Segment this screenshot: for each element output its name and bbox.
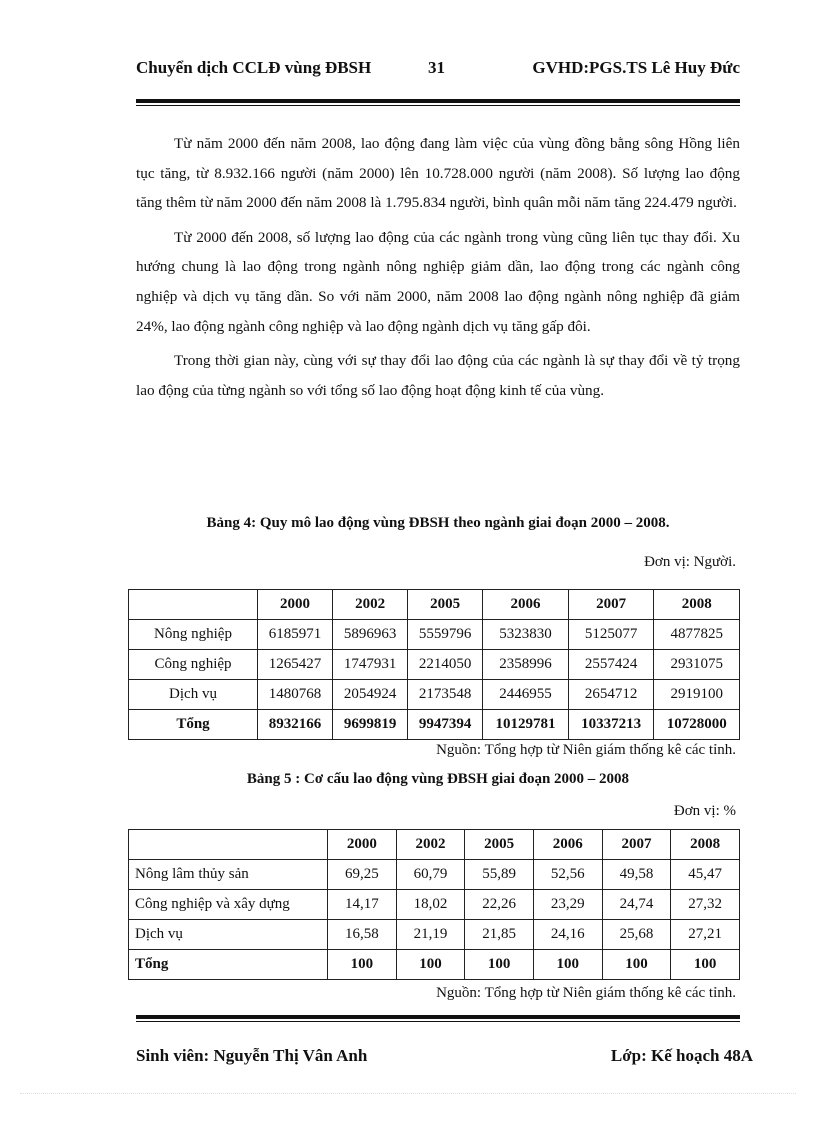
cell: 24,74 xyxy=(602,890,671,920)
table4-unit: Đơn vị: Người. xyxy=(644,554,736,570)
header-cell: 2000 xyxy=(328,830,397,860)
cell: 100 xyxy=(396,950,465,980)
cell: 1480768 xyxy=(258,680,333,710)
table5-source: Nguồn: Tổng hợp từ Niên giám thống kê các tỉnh. xyxy=(436,985,736,1001)
cell: 27,21 xyxy=(671,920,740,950)
body-text xyxy=(136,129,740,410)
footer-student: Sinh viên: Nguyễn Thị Vân Anh xyxy=(136,1046,368,1065)
cell: 25,68 xyxy=(602,920,671,950)
page-number: 31 xyxy=(428,58,445,77)
cell: 100 xyxy=(671,950,740,980)
footer-rule xyxy=(136,1015,740,1022)
header-cell: 2008 xyxy=(654,590,740,620)
row-label: Dịch vụ xyxy=(129,920,328,950)
cell: 69,25 xyxy=(328,860,397,890)
table5-unit: Đơn vị: % xyxy=(673,803,736,819)
cell: 60,79 xyxy=(396,860,465,890)
table-total-row xyxy=(129,950,740,980)
cell: 4877825 xyxy=(654,620,740,650)
cell: 2919100 xyxy=(654,680,740,710)
cell: 1265427 xyxy=(258,650,333,680)
cell: 100 xyxy=(328,950,397,980)
table-row xyxy=(129,680,740,710)
cell: 55,89 xyxy=(465,860,534,890)
cell: 2557424 xyxy=(568,650,654,680)
header-cell xyxy=(129,590,258,620)
cell: 2931075 xyxy=(654,650,740,680)
header-cell: 2007 xyxy=(602,830,671,860)
row-label: Tổng xyxy=(129,950,328,980)
cell: 2054924 xyxy=(333,680,408,710)
table-row xyxy=(129,890,740,920)
cell: 5125077 xyxy=(568,620,654,650)
cell: 10129781 xyxy=(483,710,569,740)
cell: 9699819 xyxy=(333,710,408,740)
cell: 2358996 xyxy=(483,650,569,680)
cell: 23,29 xyxy=(533,890,602,920)
cell: 2173548 xyxy=(408,680,483,710)
cell: 18,02 xyxy=(396,890,465,920)
table4-source: Nguồn: Tổng hợp từ Niên giám thống kê các tỉnh. xyxy=(436,742,736,758)
footer-class: Lớp: Kế hoạch 48A xyxy=(610,1046,753,1065)
cell: 27,32 xyxy=(671,890,740,920)
header-cell: 2006 xyxy=(483,590,569,620)
cell: 52,56 xyxy=(533,860,602,890)
header-cell: 2007 xyxy=(568,590,654,620)
row-label: Công nghiệp và xây dựng xyxy=(129,890,328,920)
cell: 100 xyxy=(533,950,602,980)
page-header xyxy=(136,58,740,82)
row-label: Tổng xyxy=(129,710,258,740)
header-cell: 2008 xyxy=(671,830,740,860)
cell: 8932166 xyxy=(258,710,333,740)
cell: 21,19 xyxy=(396,920,465,950)
cell: 2214050 xyxy=(408,650,483,680)
table-row xyxy=(129,650,740,680)
row-label: Nông nghiệp xyxy=(129,620,258,650)
cell: 21,85 xyxy=(465,920,534,950)
cell: 1747931 xyxy=(333,650,408,680)
row-label: Dịch vụ xyxy=(129,680,258,710)
cell: 22,26 xyxy=(465,890,534,920)
header-cell: 2006 xyxy=(533,830,602,860)
header-title: Chuyển dịch CCLĐ vùng ĐBSH xyxy=(136,58,372,77)
cell: 2654712 xyxy=(568,680,654,710)
cell: 5323830 xyxy=(483,620,569,650)
table4 xyxy=(128,589,740,740)
row-label: Công nghiệp xyxy=(129,650,258,680)
table5-caption: Bảng 5 : Cơ cấu lao động vùng ĐBSH giai đoạn 2000 – 2008 xyxy=(246,771,630,787)
cell: 100 xyxy=(465,950,534,980)
cell: 10728000 xyxy=(654,710,740,740)
header-cell: 2000 xyxy=(258,590,333,620)
cell: 24,16 xyxy=(533,920,602,950)
cell: 16,58 xyxy=(328,920,397,950)
table-header-row xyxy=(129,830,740,860)
cell: 100 xyxy=(602,950,671,980)
header-cell xyxy=(129,830,328,860)
cell: 9947394 xyxy=(408,710,483,740)
cell: 14,17 xyxy=(328,890,397,920)
cell: 45,47 xyxy=(671,860,740,890)
table-row xyxy=(129,620,740,650)
table-row xyxy=(129,920,740,950)
table-header-row xyxy=(129,590,740,620)
table-total-row xyxy=(129,710,740,740)
cell: 10337213 xyxy=(568,710,654,740)
header-cell: 2002 xyxy=(396,830,465,860)
page-edge-divider xyxy=(20,1093,796,1094)
header-rule xyxy=(136,99,740,106)
cell: 49,58 xyxy=(602,860,671,890)
cell: 6185971 xyxy=(258,620,333,650)
table5 xyxy=(128,829,740,980)
paragraph: Trong thời gian này, cùng với sự thay đổi lao động của các ngành là sự thay đổi về tỷ trọng lao động của từng ngành so với tổng số lao động hoạt động kinh tế của vùng. xyxy=(136,352,740,399)
cell: 2446955 xyxy=(483,680,569,710)
paragraph: Từ 2000 đến 2008, số lượng lao động của các ngành trong vùng cũng liên tục thay đổi. Xu hướng chung là lao động trong ngành nông nghiệp giảm dần, lao động trong các ngành công nghiệp và dịch vụ tăng dần. So với năm 2000, năm 2008 lao động ngành nông nghiệp đã giảm 24%, lao động ngành công nghiệp và lao động ngành dịch vụ tăng gấp đôi. xyxy=(136,228,740,335)
cell: 5896963 xyxy=(333,620,408,650)
header-cell: 2005 xyxy=(408,590,483,620)
table4-caption: Bảng 4: Quy mô lao động vùng ĐBSH theo ngành giai đoạn 2000 – 2008. xyxy=(206,515,670,531)
row-label: Nông lâm thủy sản xyxy=(129,860,328,890)
header-cell: 2005 xyxy=(465,830,534,860)
header-cell: 2002 xyxy=(333,590,408,620)
cell: 5559796 xyxy=(408,620,483,650)
table-row xyxy=(129,860,740,890)
paragraph: Từ năm 2000 đến năm 2008, lao động đang làm việc của vùng đồng bằng sông Hồng liên tục tăng, từ 8.932.166 người (năm 2000) lên 10.728.000 người (năm 2008). Số lượng lao động tăng thêm từ năm 2000 đến năm 2008 là 1.795.834 người, bình quân mỗi năm tăng 224.479 người. xyxy=(136,135,740,212)
header-advisor: GVHD:PGS.TS Lê Huy Đức xyxy=(532,58,740,77)
